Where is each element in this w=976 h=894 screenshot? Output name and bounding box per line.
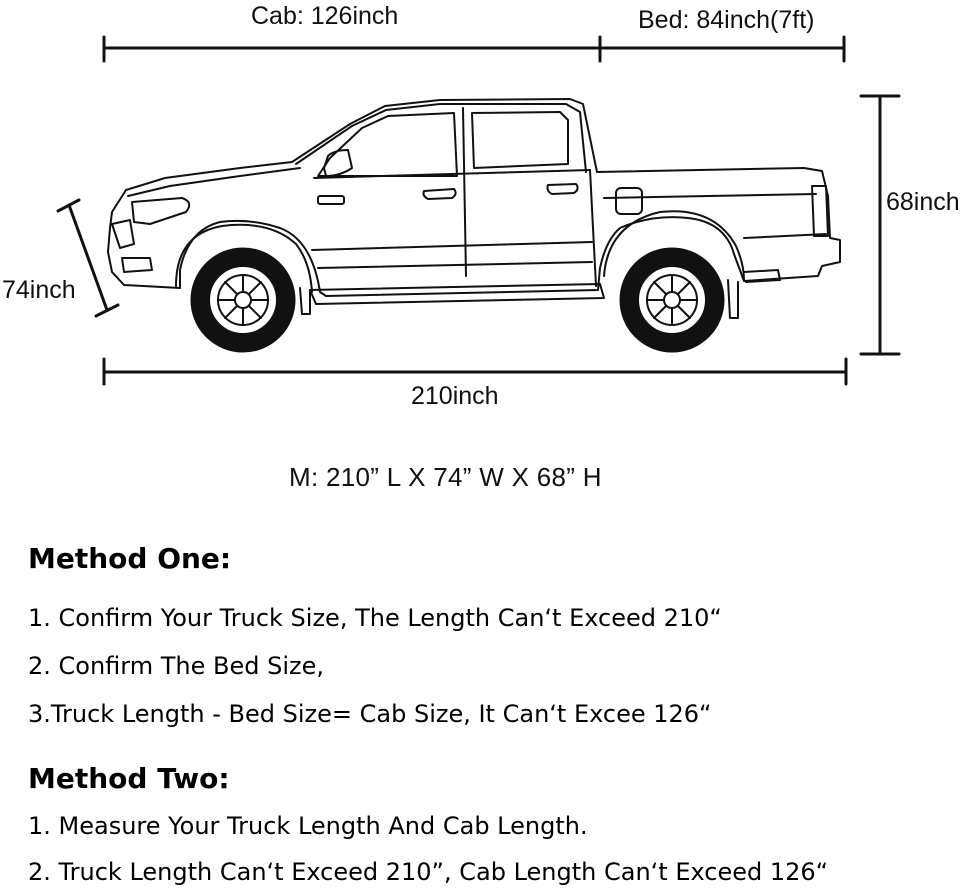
method-two-step-1: 1. Measure Your Truck Length And Cab Length. <box>28 812 588 840</box>
overall-length-label: 210inch <box>411 382 499 410</box>
front-wheel <box>191 248 295 352</box>
height-dimension-line <box>861 96 899 354</box>
rear-wheel <box>620 248 724 352</box>
method-one-heading: Method One: <box>28 542 232 575</box>
width-label: 74inch <box>2 276 76 304</box>
method-two-step-2: 2. Truck Length Can‘t Exceed 210”, Cab Length Can‘t Exceed 126“ <box>28 858 829 886</box>
bed-dimension-line <box>600 37 844 61</box>
bed-length-label: Bed: 84inch(7ft) <box>638 6 815 34</box>
model-size-line: M: 210” L X 74” W X 68” H <box>289 462 602 492</box>
method-two-heading: Method Two: <box>28 762 230 795</box>
method-one-step-1: 1. Confirm Your Truck Size, The Length Can‘t Exceed 210“ <box>28 604 722 632</box>
method-one-step-3: 3.Truck Length - Bed Size= Cab Size, It Can‘t Excee 126“ <box>28 700 712 728</box>
cab-dimension-line <box>104 37 600 61</box>
length-dimension-line <box>104 359 846 384</box>
method-one-step-2: 2. Confirm The Bed Size, <box>28 652 325 680</box>
cab-length-label: Cab: 126inch <box>251 2 399 30</box>
height-label: 68inch <box>886 188 960 216</box>
